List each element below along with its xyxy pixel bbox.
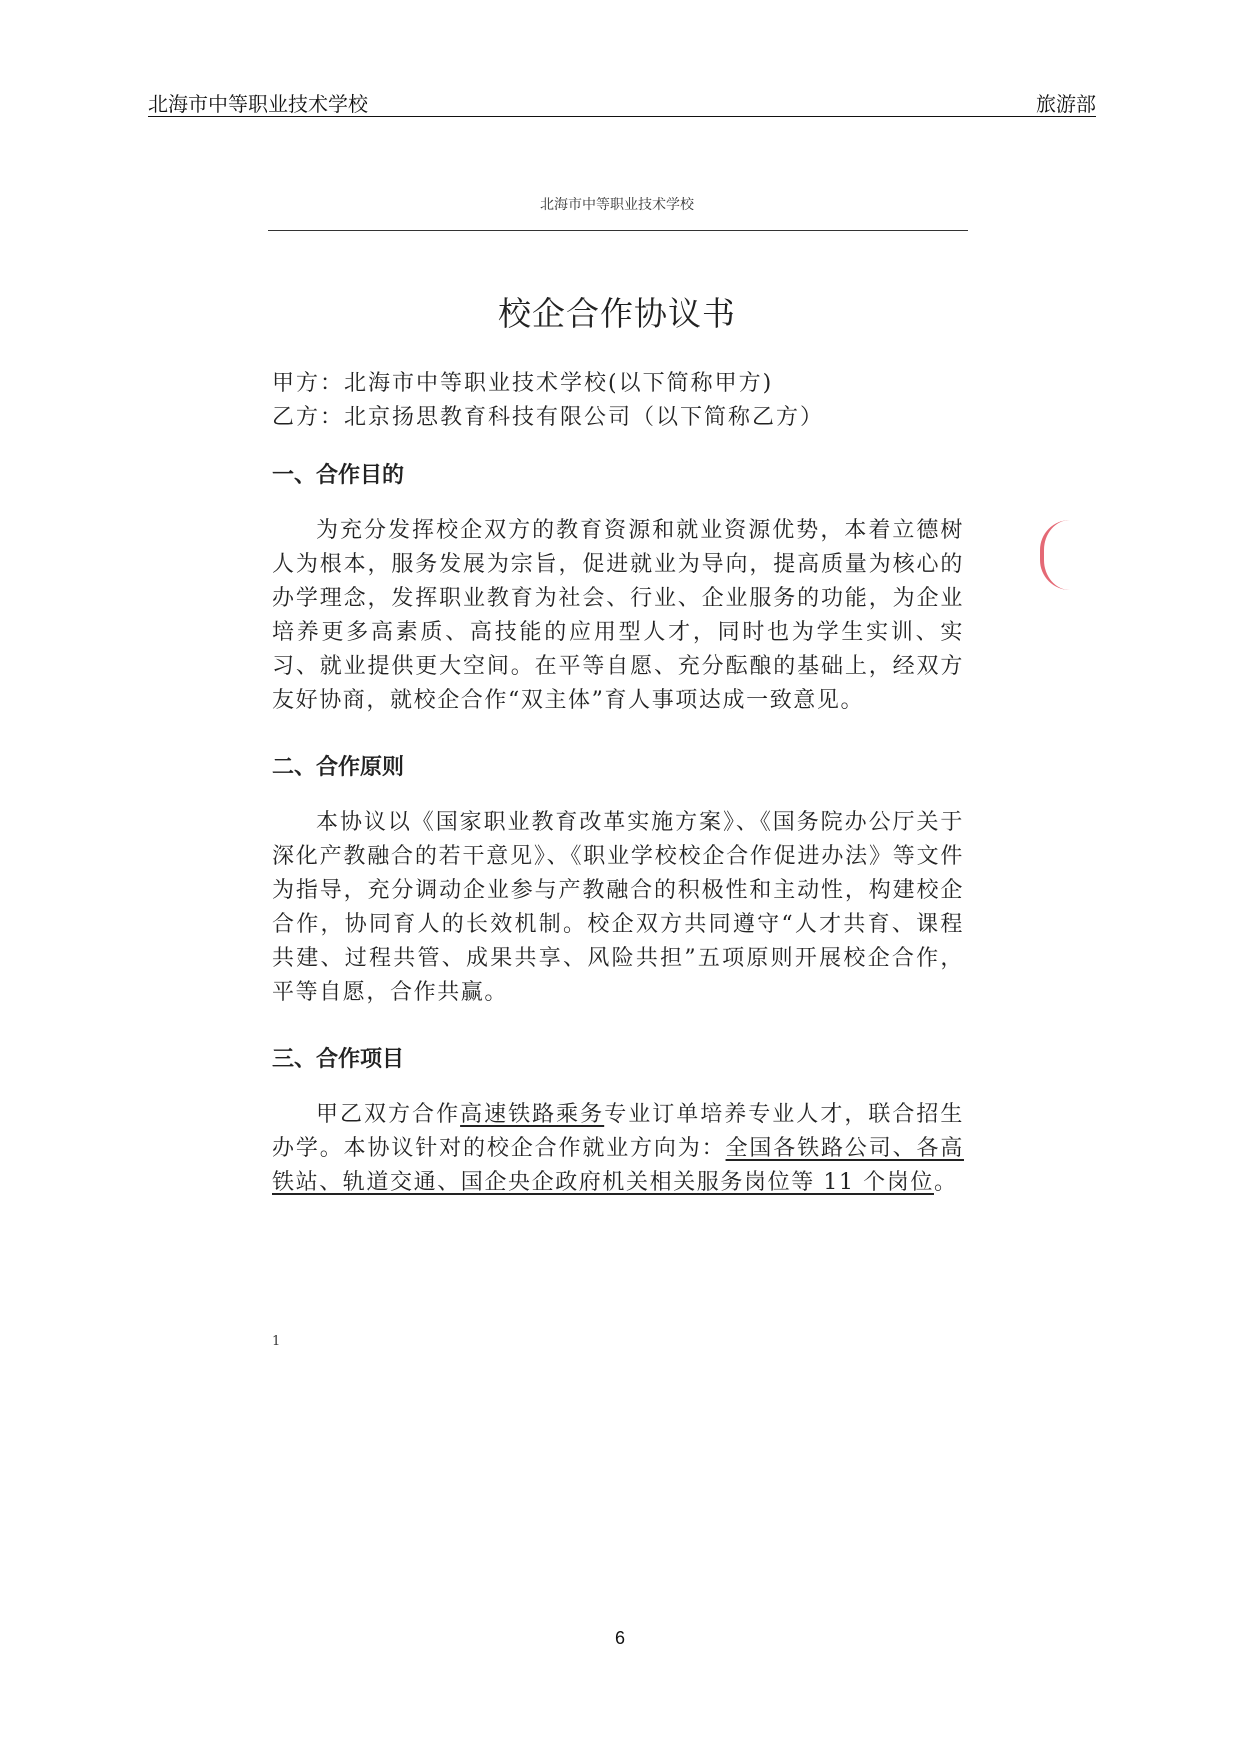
header-school-name: 北海市中等职业技术学校	[148, 92, 368, 116]
section-text-projects	[272, 1098, 964, 1200]
scanned-agreement	[262, 180, 972, 1370]
section-heading-principles: 二、合作原则	[272, 755, 405, 780]
header-department: 旅游部	[1036, 92, 1096, 116]
letterhead-rule	[268, 230, 968, 231]
section-text-purpose: 为充分发挥校企双方的教育资源和就业资源优势，本着立德树人为根本，服务发展为宗旨，促进就业为导向，提高质量为核心的办学理念，发挥职业教育为社会、行业、企业服务的功能，为企业培养更多高素质、高技能的应用型人才，同时也为学生实训、实习、就业提供更大空间。在平等自愿、充分酝酿的基础上，经双方友好协商，就校企合作“双主体”育人事项达成一致意见。	[272, 518, 964, 713]
section-heading-projects: 三、合作项目	[272, 1047, 405, 1072]
running-header	[148, 86, 1096, 117]
projects-text-intro: 甲乙双方合作	[316, 1102, 461, 1127]
document-title: 校企合作协议书	[498, 294, 736, 333]
party-a: 甲方：北海市中等职业技术学校(以下简称甲方)	[272, 371, 774, 396]
scan-page-number: 1	[272, 1334, 281, 1349]
page-number: 6	[614, 1628, 625, 1648]
employment-direction-underlined: 全国各铁路公司、各高铁站、轨道交通、国企央企政府机关相关服务岗位等 11 个岗位	[272, 1136, 964, 1195]
projects-text-middle: 专业订单培养专业人才，联合招生办学。本协议针对的校企合作就业方向为：	[272, 1102, 964, 1161]
party-b: 乙方：北京扬思教育科技有限公司（以下简称乙方）	[272, 405, 825, 430]
red-stamp-fragment	[1040, 520, 1070, 590]
major-name-underlined: 高速铁路乘务	[460, 1102, 605, 1127]
section-heading-purpose: 一、合作目的	[272, 463, 405, 488]
scan-letterhead: 北海市中等职业技术学校	[540, 197, 694, 213]
projects-text-end: 。	[933, 1170, 958, 1195]
section-text-principles: 本协议以《国家职业教育改革实施方案》、《国务院办公厅关于深化产教融合的若干意见》、《职业学校校企合作促进办法》等文件为指导，充分调动企业参与产教融合的积极性和主动性，构建校企合作，协同育人的长效机制。校企双方共同遵守“人才共育、课程共建、过程共管、成果共享、风险共担”五项原则开展校企合作，平等自愿，合作共赢。	[272, 810, 964, 1005]
